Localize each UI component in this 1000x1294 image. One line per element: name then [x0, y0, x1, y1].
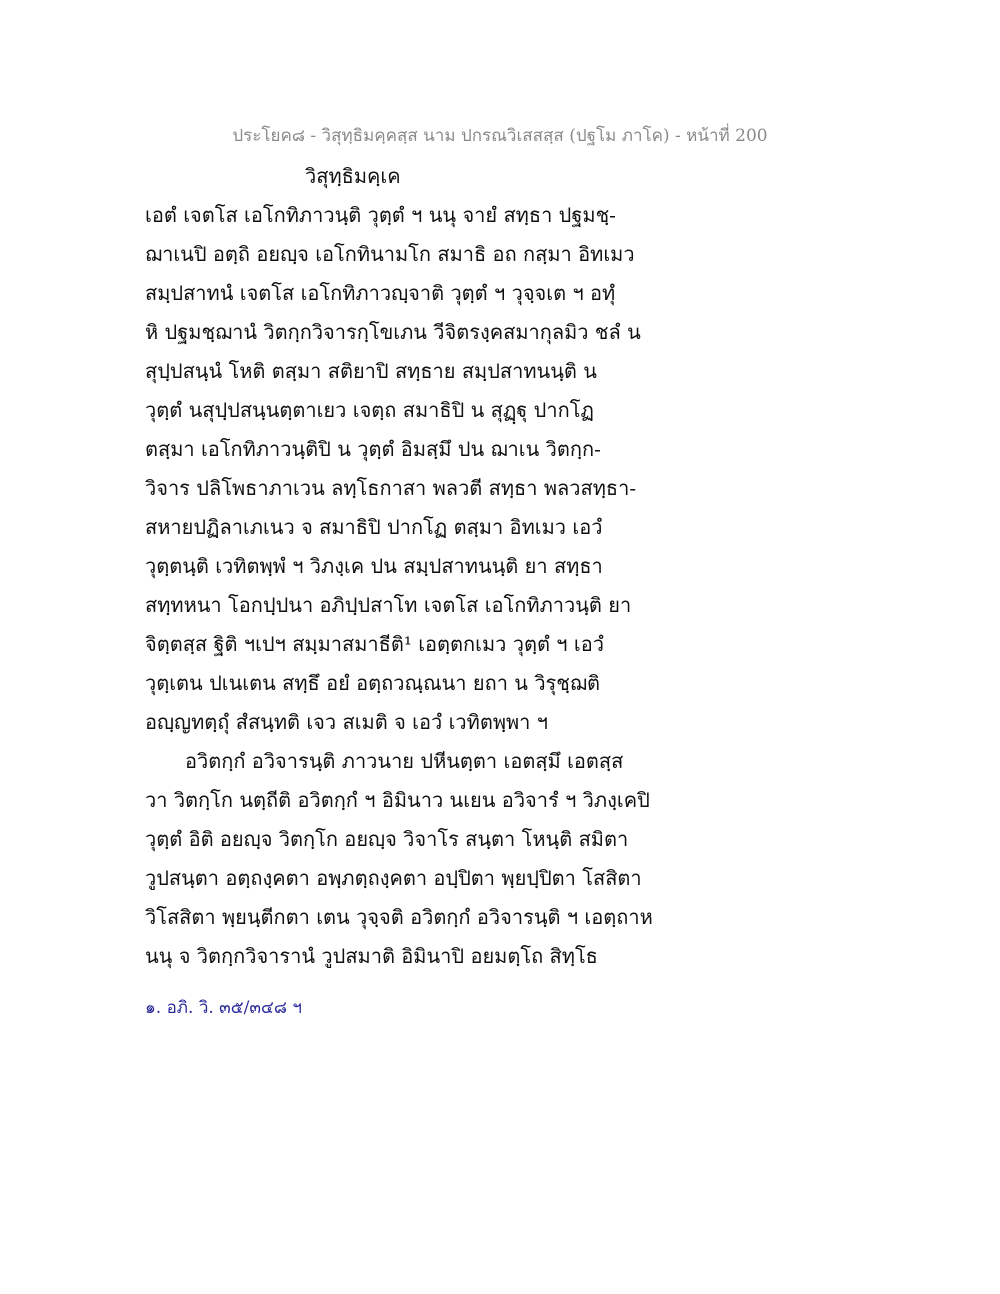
text-line: เอตํ เจตโส เอโกทิภาวนฺติ วุตฺตํ ฯ นนุ จายํ สทฺธา ปฐมชฺ-	[145, 203, 616, 227]
text-line: อวิตกฺกํ อวิจารนฺติ ภาวนาย ปหีนตฺตา เอตสฺมึ เอตสฺส	[185, 749, 624, 773]
text-line: วุตฺตํ นสุปฺปสนฺนตฺตาเยว เจตฺถ สมาธิปิ น สุฏฺฐุ ปากโฏ	[145, 398, 594, 422]
text-line: สหายปฏิลาเภเนว จ สมาธิปิ ปากโฏ ตสฺมา อิทเมว เอวํ	[145, 515, 603, 539]
text-line: ตสฺมา เอโกทิภาวนฺติปิ น วุตฺตํ อิมสฺมึ ปน ฌาเน วิตกฺก-	[145, 437, 601, 461]
text-line: สทฺทหนา โอกปฺปนา อภิปฺปสาโท เจตโส เอโกทิภาวนฺติ ยา	[145, 593, 632, 617]
text-line: หิ ปฐมชฺฌานํ วิตกฺกวิจารกฺโขเภน วีจิตรงฺคสมากุลมิว ชลํ น	[145, 320, 641, 344]
footnote: ๑. อภิ. วิ. ๓๕/๓๔๘ ฯ	[145, 998, 302, 1018]
text-line: ฌาเนปิ อตฺถิ อยญฺจ เอโกทินามโก สมาธิ อถ กสฺมา อิทเมว	[145, 242, 635, 266]
text-line: วุตฺตํ อิติ อยญฺจ วิตกฺโก อยญฺจ วิจาโร สนฺตา โหนฺติ สมิตา	[145, 827, 629, 851]
text-line: วูปสนฺตา อตฺถงฺคตา อพฺภตฺถงฺคตา อปฺปิตา พฺยปฺปิตา โสสิตา	[145, 866, 642, 890]
text-line: วิโสสิตา พฺยนฺตีกตา เตน วุจฺจติ อวิตกฺกํ อวิจารนฺติ ฯ เอตฺถาห	[145, 905, 653, 929]
running-header: ประโยค๘ - วิสุทฺธิมคฺคสฺส นาม ปกรณวิเสสสฺส (ปฐโม ภาโค) - หน้าที่ 200	[232, 126, 768, 146]
text-line: วา วิตกฺโก นตฺถีติ อวิตกฺกํ ฯ อิมินาว นเยน อวิจารํ ฯ วิภงฺเคปิ	[145, 788, 650, 812]
text-line: วุตฺตนฺติ เวทิตพฺพํ ฯ วิภงฺเค ปน สมฺปสาทนนฺติ ยา สทฺธา	[145, 554, 603, 578]
text-line: สมฺปสาทนํ เจตโส เอโกทิภาวญฺจาติ วุตฺตํ ฯ วุจฺจเต ฯ อทุํ	[145, 281, 616, 305]
body-text	[145, 196, 665, 976]
book-title: วิสุทฺธิมคฺเค	[305, 164, 401, 188]
text-line: จิตฺตสฺส ฐิติ ฯเปฯ สมฺมาสมาธีติ¹ เอตฺตกเมว วุตฺตํ ฯ เอวํ	[145, 632, 604, 656]
text-line: อญฺญทตฺถุํ สํสนฺทติ เจว สเมติ จ เอวํ เวทิตพฺพา ฯ	[145, 710, 548, 734]
text-line: สุปฺปสนฺนํ โหติ ตสฺมา สติยาปิ สทฺธาย สมฺปสาทนนฺติ น	[145, 359, 597, 383]
text-line: วิจาร ปลิโพธาภาเวน ลทฺโธกาสา พลวตี สทฺธา พลวสทฺธา-	[145, 476, 637, 500]
text-line: วุตฺเตน ปเนเตน สทฺธึ อยํ อตฺถวณฺณนา ยถา น วิรุชฺฌติ	[145, 671, 600, 695]
text-line: นนุ จ วิตกฺกวิจารานํ วูปสมาติ อิมินาปิ อยมตฺโถ สิทฺโธ	[145, 944, 598, 968]
